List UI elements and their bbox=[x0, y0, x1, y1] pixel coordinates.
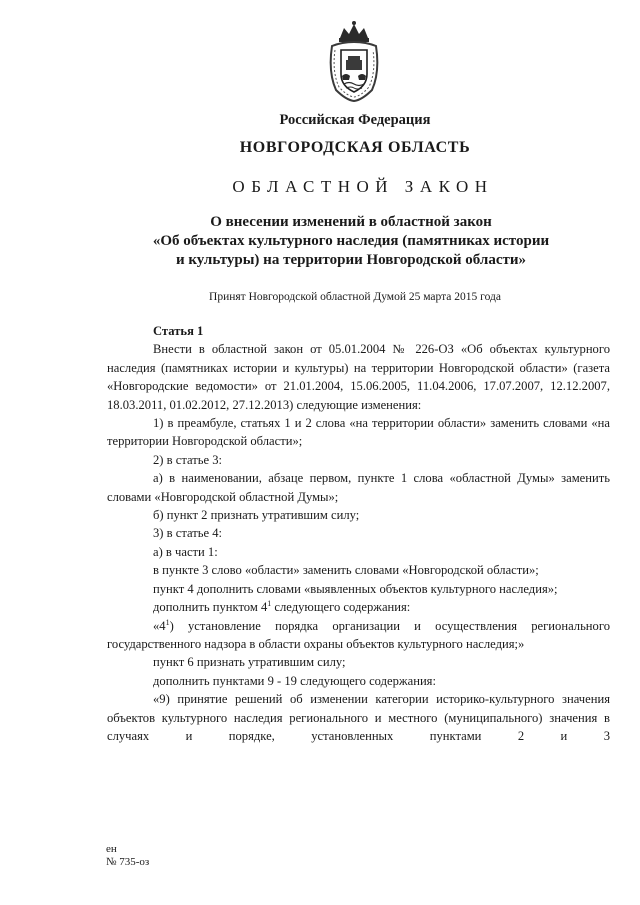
law-title-line: «Об объектах культурного наследия (памятниках истории bbox=[152, 233, 550, 249]
federation-label: Российская Федерация bbox=[279, 112, 431, 128]
article-paragraph: б) пункт 2 признать утратившим силу; bbox=[153, 508, 360, 523]
article-paragraph: «9) принятие решений об изменении категории историко-культурного значения объектов культурного наследия регионального и местного (муниципального) значения в случаях и порядке, установленных пунктами 2 и 3 bbox=[107, 692, 610, 743]
region-label: НОВГОРОДСКАЯ ОБЛАСТЬ bbox=[239, 139, 471, 156]
article-paragraph: а) в наименовании, абзаце первом, пункте 1 слова «областной Думы» заменить словами «Новгородской областной Думы»; bbox=[107, 471, 610, 504]
article-paragraph: дополнить пунктами 9 - 19 следующего содержания: bbox=[153, 673, 436, 688]
article-paragraph: в пункте 3 слово «области» заменить словами «Новгородской области»; bbox=[153, 563, 539, 578]
law-title-line: О внесении изменений в областной закон bbox=[210, 214, 492, 230]
paragraph-text: ) установление порядка организации и осуществления регионального государственного надзора в области охраны объектов культурного наследия;» bbox=[107, 618, 610, 651]
footer-initials: ен bbox=[106, 843, 117, 855]
paragraph-text: дополнить пунктом 4 bbox=[153, 600, 268, 615]
article-body bbox=[107, 322, 610, 745]
document-footer bbox=[106, 843, 149, 869]
article-paragraph: пункт 4 дополнить словами «выявленных объектов культурного наследия»; bbox=[153, 581, 558, 596]
coat-of-arms-icon bbox=[326, 20, 382, 102]
article-paragraph: 3) в статье 4: bbox=[153, 526, 223, 541]
article-paragraph: Внести в областной закон от 05.01.2004 № 226-ОЗ «Об объектах культурного наследия (памятниках истории и культуры) на территории Новгородской области» (газета «Новгородские ведомости» от 21.01.2004, 15.06.2005, 11.04.2006, 17.07.2007, 12.12.2007, 18.03.2011, 01.02.2012, 27.12.2013) следующие изменения: bbox=[107, 342, 610, 412]
article-paragraph: 1) в преамбуле, статьях 1 и 2 слова «на территории области» заменить словами «на территории Новгородской области»; bbox=[107, 416, 610, 449]
article-paragraph bbox=[107, 617, 610, 654]
paragraph-text: «4 bbox=[153, 618, 166, 633]
article-paragraph: пункт 6 признать утратившим силу; bbox=[153, 655, 346, 670]
law-title-line: и культуры) на территории Новгородской области» bbox=[175, 252, 527, 268]
article-heading: Статья 1 bbox=[153, 324, 204, 338]
article-paragraph: а) в части 1: bbox=[153, 544, 218, 559]
superscript: 1 bbox=[267, 598, 272, 608]
footer-number: № 735-оз bbox=[106, 856, 150, 868]
law-type-label: ОБЛАСТНОЙ ЗАКОН bbox=[232, 177, 494, 196]
adoption-note: Принят Новгородской областной Думой 25 марта 2015 года bbox=[209, 291, 501, 303]
paragraph-text: следующего содержания: bbox=[271, 600, 411, 615]
article-paragraph: 2) в статье 3: bbox=[153, 452, 223, 467]
superscript: 1 bbox=[165, 617, 170, 627]
article-paragraph bbox=[107, 598, 610, 616]
law-title bbox=[0, 213, 640, 270]
